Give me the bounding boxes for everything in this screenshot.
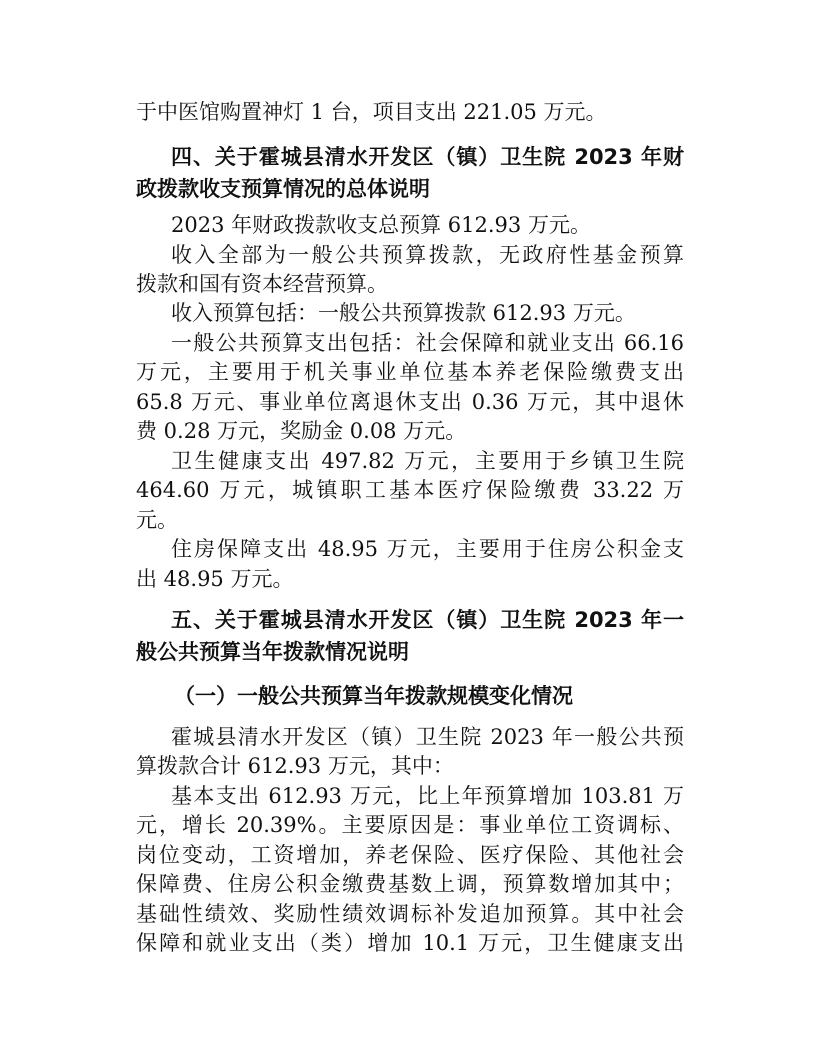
text-line-health-2: 464.60 万元，城镇职工基本医疗保险缴费 33.22 万 (136, 478, 684, 502)
text-line-basic-6: 保障和就业支出（类）增加 10.1 万元，卫生健康支出 (136, 931, 684, 955)
text-line-expense-4: 费 0.28 万元，奖励金 0.08 万元。 (136, 419, 467, 443)
text-line-1: 于中医馆购置神灯 1 台，项目支出 221.05 万元。 (136, 100, 607, 124)
text-line-income-2: 拨款和国有资本经营预算。 (136, 272, 388, 296)
text-line-expense-3: 65.8 万元、事业单位离退休支出 0.36 万元，其中退休 (136, 390, 684, 414)
text-line-health-3: 元。 (136, 508, 178, 532)
section-heading-5-line-2: 般公共预算当年拨款情况说明 (136, 640, 409, 664)
text-line-expense-1: 一般公共预算支出包括：社会保障和就业支出 66.16 (171, 331, 684, 355)
text-line-basic-2: 元，增长 20.39%。主要原因是：事业单位工资调标、 (136, 813, 684, 837)
text-line-housing-2: 出 48.95 万元。 (136, 567, 294, 591)
text-line-total-budget: 2023 年财政拨款收支总预算 612.93 万元。 (171, 213, 591, 237)
text-line-expense-2: 万元，主要用于机关事业单位基本养老保险缴费支出 (136, 360, 684, 384)
section-heading-4-line-2: 政拨款收支预算情况的总体说明 (136, 177, 430, 201)
text-line-basic-3: 岗位变动，工资增加，养老保险、医疗保险、其他社会 (136, 843, 684, 867)
subsection-heading-1: （一）一般公共预算当年拨款规模变化情况 (174, 684, 573, 708)
text-line-basic-1: 基本支出 612.93 万元，比上年预算增加 103.81 万 (171, 784, 684, 808)
section-heading-5-line-1: 五、关于霍城县清水开发区（镇）卫生院 2023 年一 (171, 608, 684, 632)
text-line-appropriation-2: 算拨款合计 612.93 万元，其中： (136, 754, 454, 778)
text-line-housing-1: 住房保障支出 48.95 万元，主要用于住房公积金支 (171, 537, 684, 561)
text-line-health-1: 卫生健康支出 497.82 万元，主要用于乡镇卫生院 (171, 449, 684, 473)
text-line-income-budget: 收入预算包括：一般公共预算拨款 612.93 万元。 (171, 301, 636, 325)
text-line-appropriation-1: 霍城县清水开发区（镇）卫生院 2023 年一般公共预 (171, 725, 684, 749)
text-line-basic-4: 保障费、住房公积金缴费基数上调，预算数增加其中； (136, 872, 684, 896)
section-heading-4-line-1: 四、关于霍城县清水开发区（镇）卫生院 2023 年财 (171, 145, 684, 169)
text-line-basic-5: 基础性绩效、奖励性绩效调标补发追加预算。其中社会 (136, 902, 684, 926)
text-line-income-1: 收入全部为一般公共预算拨款，无政府性基金预算 (171, 243, 684, 267)
